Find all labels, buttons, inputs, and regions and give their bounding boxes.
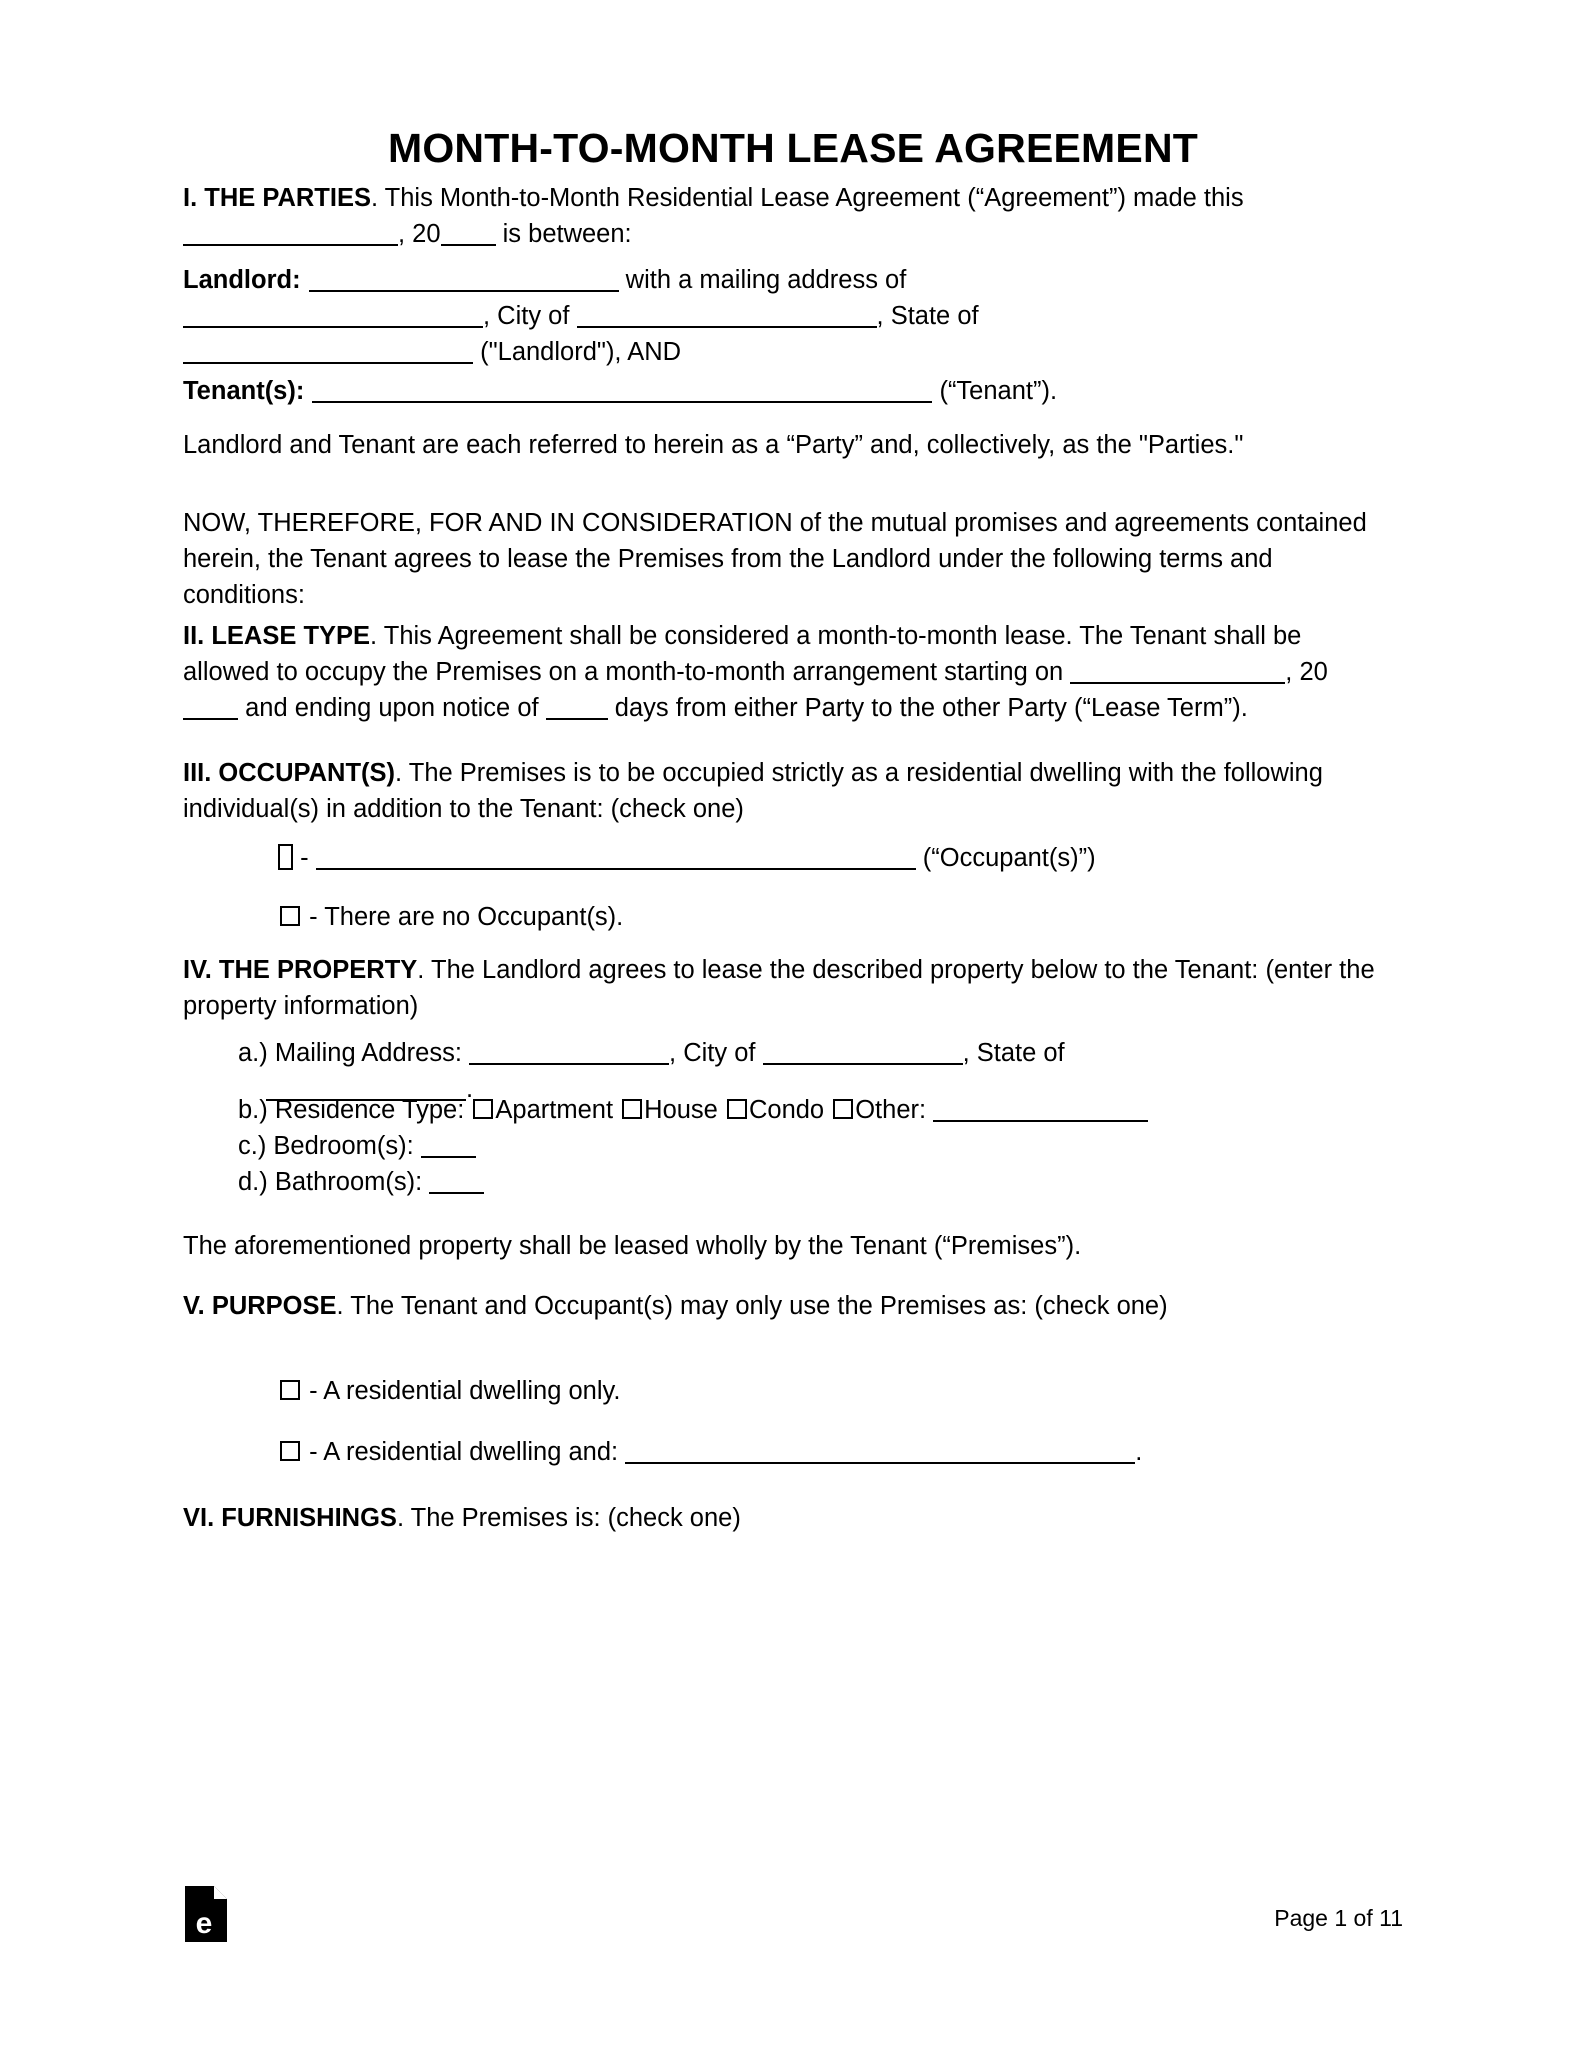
purpose-option-2-period: .	[1135, 1438, 1143, 1466]
property-address-input[interactable]	[469, 1041, 669, 1065]
landlord-line-1	[183, 262, 1368, 298]
section-purpose	[183, 1288, 1398, 1324]
section-heading-purpose: V. PURPOSE	[183, 1292, 337, 1320]
landlord-state-label: , State of	[876, 302, 979, 330]
parties-intro-text: . This Month-to-Month Residential Lease Agreement (“Agreement”) made this	[370, 184, 1244, 212]
residence-type-other-label: Other:	[855, 1096, 927, 1124]
occupants-option-2-row	[278, 899, 1368, 935]
checkbox-no-occupants[interactable]	[280, 906, 300, 926]
property-item-b	[238, 1092, 1368, 1128]
notice-days-input[interactable]	[546, 696, 608, 720]
section-the-parties	[183, 180, 1368, 252]
section-heading-lease-type: II. LEASE TYPE	[183, 622, 371, 650]
lease-type-text-1: . This Agreement shall be considered a month-to-month lease. The Tenant shall be allowed to occupy the Premises on a month-to-month arrangement starting on	[183, 622, 1302, 686]
residence-type-condo-label: Condo	[748, 1096, 825, 1124]
landlord-line-3	[183, 334, 1368, 370]
section-heading-parties: I. THE PARTIES	[183, 184, 371, 212]
page-title: MONTH-TO-MONTH LEASE AGREEMENT	[387, 125, 1199, 171]
occupants-option-2-label: - There are no Occupant(s).	[309, 903, 624, 931]
property-item-c	[238, 1128, 1368, 1164]
landlord-line-2	[183, 298, 1368, 334]
tenant-block	[183, 373, 1368, 409]
checkbox-house[interactable]	[622, 1099, 642, 1119]
checkbox-residential-and[interactable]	[280, 1441, 300, 1461]
property-bathrooms-input[interactable]	[429, 1170, 484, 1194]
landlord-label: Landlord:	[183, 266, 301, 294]
parties-consideration-paragraph: NOW, THEREFORE, FOR AND IN CONSIDERATION of the mutual promises and agreements contained herein, the Tenant agrees to lease the Premises from the Landlord under the following terms and conditions:	[183, 509, 1367, 609]
property-mailing-address-label: a.) Mailing Address:	[238, 1039, 470, 1067]
parties-referred-paragraph: Landlord and Tenant are each referred to herein as a “Party” and, collectively, as the "Parties."	[183, 431, 1244, 459]
landlord-city-input[interactable]	[577, 304, 877, 328]
tenant-label: Tenant(s):	[183, 377, 305, 405]
occupants-option-1-row	[278, 840, 1368, 876]
occupants-names-input[interactable]	[316, 846, 916, 870]
date-blank-input[interactable]	[183, 222, 398, 246]
tenant-closing-text: (“Tenant”).	[939, 377, 1058, 405]
purpose-other-input[interactable]	[625, 1440, 1135, 1464]
parties-after-year-text: is between:	[495, 220, 632, 248]
property-closing-paragraph: The aforementioned property shall be leased wholly by the Tenant (“Premises”).	[183, 1232, 1082, 1260]
property-residence-type-label: b.) Residence Type:	[238, 1096, 472, 1124]
section-furnishings	[183, 1500, 1398, 1536]
section-heading-furnishings: VI. FURNISHINGS	[183, 1504, 397, 1532]
checkbox-apartment[interactable]	[473, 1099, 493, 1119]
lease-start-year-input[interactable]	[183, 696, 238, 720]
section-heading-occupants: III. OCCUPANT(S)	[183, 759, 396, 787]
property-city-input[interactable]	[763, 1041, 963, 1065]
lease-type-text-3: days from either Party to the other Party (“Lease Term”).	[607, 694, 1248, 722]
landlord-name-input[interactable]	[309, 268, 619, 292]
section-property	[183, 952, 1388, 1024]
property-address-period: .	[466, 1075, 474, 1103]
tenant-name-input[interactable]	[312, 379, 932, 403]
landlord-state-input[interactable]	[183, 340, 473, 364]
residence-type-house-label: House	[644, 1096, 718, 1124]
checkbox-other[interactable]	[833, 1099, 853, 1119]
lease-start-date-input[interactable]	[1070, 660, 1285, 684]
section-lease-type	[183, 618, 1368, 726]
landlord-mailing-text: with a mailing address of	[625, 266, 907, 294]
furnishings-text: . The Premises is: (check one)	[396, 1504, 741, 1532]
lease-type-text-2: and ending upon notice of	[238, 694, 546, 722]
residence-type-apartment-label: Apartment	[495, 1096, 614, 1124]
section-occupants	[183, 755, 1398, 827]
purpose-option-1-label: - A residential dwelling only.	[309, 1377, 621, 1405]
property-bathrooms-label: d.) Bathroom(s):	[238, 1168, 430, 1196]
lease-type-year-prefix: , 20	[1285, 658, 1328, 686]
landlord-address-input[interactable]	[183, 304, 483, 328]
property-state-label: , State of	[962, 1039, 1065, 1067]
property-item-d	[238, 1164, 1368, 1200]
purpose-option-2-row	[278, 1434, 1368, 1470]
checkbox-condo[interactable]	[727, 1099, 747, 1119]
property-city-label: , City of	[669, 1039, 763, 1067]
checkbox-residential-only[interactable]	[280, 1380, 300, 1400]
occupants-text: . The Premises is to be occupied strictly as a residential dwelling with the following individual(s) in addition to the Tenant: (check one)	[183, 759, 1323, 823]
landlord-closing-text: ("Landlord"), AND	[480, 338, 682, 366]
purpose-text: . The Tenant and Occupant(s) may only use the Premises as: (check one)	[336, 1292, 1168, 1320]
section-heading-property: IV. THE PROPERTY	[183, 956, 418, 984]
page-content-area	[183, 0, 1403, 2048]
occupants-option-1-closing: (“Occupant(s)”)	[922, 844, 1096, 872]
purpose-option-2-label: - A residential dwelling and:	[309, 1438, 626, 1466]
page-number-label: Page 1 of 11	[1274, 1905, 1403, 1931]
property-text: . The Landlord agrees to lease the described property below to the Tenant: (enter the property information)	[183, 956, 1375, 1020]
checkbox-occupants-listed[interactable]	[278, 844, 293, 870]
landlord-city-label: , City of	[483, 302, 577, 330]
parties-year-prefix: , 20	[398, 220, 441, 248]
year-blank-input[interactable]	[441, 222, 496, 246]
property-bedrooms-label: c.) Bedroom(s):	[238, 1132, 421, 1160]
eforms-logo-icon	[183, 1885, 229, 1943]
svg-text:e: e	[195, 1907, 213, 1940]
residence-type-other-input[interactable]	[933, 1098, 1148, 1122]
occupants-option-1-dash: -	[300, 844, 316, 872]
purpose-option-1-row	[278, 1373, 1368, 1409]
property-bedrooms-input[interactable]	[421, 1134, 476, 1158]
landlord-block	[183, 262, 1368, 370]
